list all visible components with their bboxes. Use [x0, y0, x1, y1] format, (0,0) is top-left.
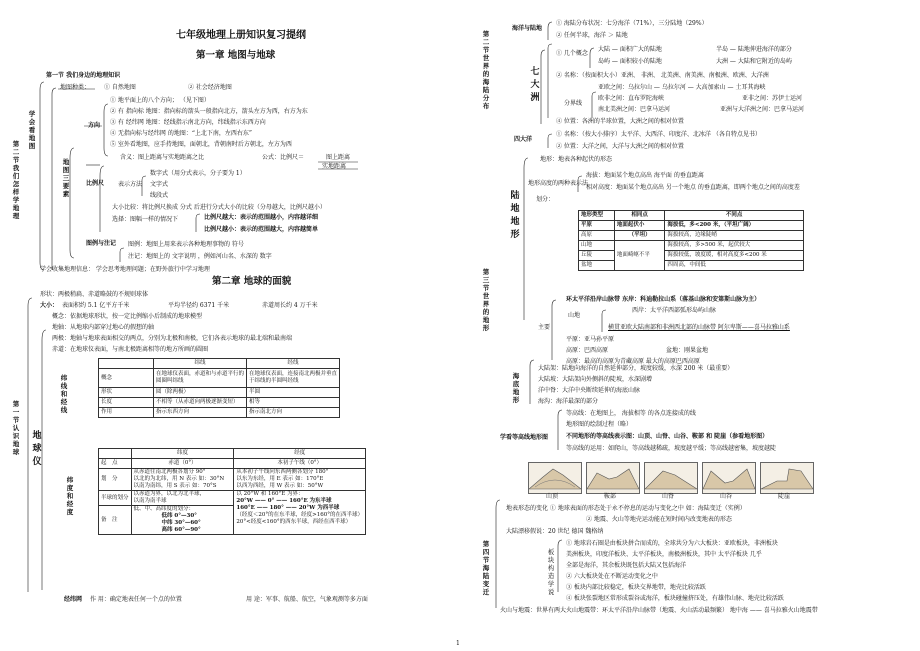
t3-cell: 高原 — [579, 231, 615, 241]
height-method: 海拔：地面某个地点高出 海平面 的垂直距离 — [586, 172, 704, 179]
earth-surface: 表面积约 5.1 亿平方千米 — [62, 302, 130, 309]
terrain-sketch-cliff — [760, 462, 814, 494]
side-label-sea-land-change: 第四节海陆变迁 — [482, 540, 490, 596]
terrain-sketch-valley — [702, 462, 756, 494]
t3-cell: 地面起伏小 — [614, 221, 664, 231]
earth-shape: 形状：两极稍扁、赤道略鼓的不规则球体 — [40, 291, 149, 298]
scale-formula-label: 公式：比例尺＝ — [262, 154, 305, 161]
poles-def: 两极：地轴与地球表面相交的两点，分别为北极和南极，它们各表示地球的最北端和最南端 — [52, 335, 293, 342]
t3-cell: 山地 — [579, 241, 615, 251]
chapter1-title: 第一章 地图与地球 — [196, 50, 276, 61]
side-label-learn-map: 学会看地图 — [28, 110, 36, 150]
volcano-belts: 火山与地震：世界有两大火山地震带：环太平洋沿岸山脉带（地震、火山活动最频繁） 地中海 —— 喜马拉雅火山地震带 — [500, 607, 818, 614]
plate-label: 板块构造学说 — [547, 548, 555, 596]
sketch-label: 鞍部 — [604, 493, 617, 500]
t2-header: 经度 — [234, 449, 366, 459]
earth-radius: 平均半径约 6371 千米 — [168, 302, 230, 309]
t1-row-label: 概念 — [99, 369, 154, 388]
t1-cell: 不相等（从赤道向两极逐渐变短） — [154, 398, 247, 408]
t3-cell: 盆地 — [579, 261, 615, 271]
side-label-sea-land: 第二节世界的海陆分布 — [482, 30, 490, 110]
concept: 岛屿 — 面积较小的陆地 — [598, 58, 662, 65]
basin: 盆地：刚果盆地 — [666, 347, 709, 354]
side-label-latlon: 纬线和经线 — [60, 374, 68, 414]
contour-item: 不同地形的等高线表示图：山顶、山脊、山谷、鞍部 和 陡崖（参看地形图） — [566, 433, 769, 440]
t1-header: 纬线 — [154, 359, 247, 369]
side-label-sec2: 第二节我们怎样学地理 — [12, 140, 20, 220]
ocean-item: ① 名称：（按大小排序）太平洋、大西洋、印度洋、北冰洋 （各自特点见书） — [556, 131, 761, 138]
direction-item: ① 地平面上的八个方向； （见下图） — [110, 97, 210, 104]
highest-land: 高原：最高的高原为青藏高原 最大的高原巴西高原 — [566, 358, 700, 365]
change-1: 地表形态的变化 ① 地球表面的形态处于永不停息的运动与变化之中 如：海陆变迁（实例） — [506, 505, 746, 512]
legend-item: 注记：地图上的 文字说明 ，例如河山名、水深的 数字 — [128, 253, 272, 260]
t2-cell: 赤道（0°） — [131, 459, 234, 469]
side-label-recognize-earth: 第一节认识地球 — [12, 400, 20, 456]
t1-cell: 圆（除两极） — [154, 388, 247, 398]
map-type-natural: ① 自然地图 — [104, 84, 136, 91]
contour-label: 学看等高线地形图 — [500, 434, 549, 441]
t2-cell: 低、中、高纬度的划分： 低纬 0°—30° 中纬 30°—60° 高纬 60°—90° — [131, 506, 234, 535]
t2-row-label: 备 注 — [99, 506, 132, 535]
contour-item: 等高线：在地图上， 海拔相等 的各点连接成的线 — [566, 410, 696, 417]
side-label-land-relief: 陆地地形 — [510, 191, 520, 240]
t3-cell: 平原 — [579, 221, 615, 231]
scale-formula-denominator: 实地距离 — [322, 163, 347, 170]
chapter2-title: 第二章 地球的面貌 — [212, 276, 292, 287]
t2-cell: 以 20°W 和 160°E 为界： 20°W —— 0° —— 160°E 为东半球 160°E —— 180° —— 20°W 为西半球 （经度＜20°的在东半球，经度>160°的在西半球） 20°<经度<160°的西东半球，西经在西半球） — [234, 491, 366, 535]
sketch-label: 山谷 — [720, 493, 733, 500]
side-label-continents: 七大洲 — [530, 67, 540, 103]
t1-row-label: 形状 — [99, 388, 154, 398]
t3-cell: 海拔低，多<200 米，（平坦广阔） — [665, 221, 804, 231]
t2-row-label: 半球的划分 — [99, 491, 132, 506]
direction-item: ② 有 指向标 地图：指向标的箭头一般指向北方，箭头左方为西，右方为东 — [110, 108, 308, 115]
scale-forms-label: 表示方法 — [118, 181, 143, 188]
t1-cell: 在地球仪表面，赤道和与赤道平行的圆圈叫纬线 — [154, 369, 247, 388]
t3-cell: （平坦） — [614, 231, 664, 241]
plate-item: 全部是海洋，其余板块既包括大陆又包括海洋 — [566, 562, 687, 569]
scale-meaning: 含义：图上距离与实地距离之比 — [120, 154, 205, 161]
sketch-label: 山脊 — [662, 493, 675, 500]
t2-row-label: 划 分 — [99, 469, 132, 491]
boundary: 亚洲与大洋洲之间：巴拿马运河 — [720, 106, 805, 113]
boundary: 亚非之间：苏伊士运河 — [742, 95, 803, 102]
concept: 大陆 — 面积广大的陆地 — [598, 46, 662, 53]
relief-head: 地形：地表各种起伏的形态 — [540, 156, 613, 163]
division-label: 划分： — [536, 196, 555, 203]
terrain-sketch-saddle — [586, 462, 640, 494]
grid-use: 作 用：确定地表任何一个点的位置 — [90, 596, 182, 603]
axis-def: 地轴：从地球内部穿过地心的假想的轴 — [52, 324, 155, 331]
sea-land-item: ② 任何半球，海洋 ＞ 陆地 — [556, 32, 628, 39]
contour-item: 等高线的运用：如爬山，等高线越稀疏，坡度越平缓；等高线越密集，坡度越陡 — [566, 445, 777, 452]
legend-label: 图例与注记 — [86, 240, 117, 247]
boundary: 南北美洲之间：巴拿马运河 — [598, 106, 671, 113]
t2-cell: 以赤道为界，以北为北半球， 以南为南半球 — [131, 491, 234, 506]
t3-header: 地形类型 — [579, 211, 615, 221]
direction-item: ⑤ 室外看地图，应手持地图，面朝北，背朝南时后方朝北，左方为西 — [110, 141, 292, 148]
sketch-label: 陡崖 — [778, 493, 791, 500]
plate-item: ② 六大板块处在不断运动变化之中 — [566, 573, 658, 580]
t1-cell: 相等 — [247, 398, 340, 408]
t3-cell: 四周高，中间低 — [665, 261, 804, 271]
document-title: 七年级地理上册知识复习提纲 — [176, 30, 306, 41]
t3-header: 不同点 — [665, 211, 804, 221]
side-label-globe: 地球仪 — [32, 431, 42, 467]
alps-himalaya: 横贯亚欧大陆南部和非洲西北部的山脉带 阿尔卑斯——喜马拉雅山系 — [608, 324, 790, 331]
ring-pacific: 环太平洋沿岸山脉带 东岸：科迪勒拉山系（落基山脉和安第斯山脉为主） — [566, 296, 761, 303]
t1-row-label: 作用 — [99, 408, 154, 418]
boundary: 欧非之间：直布罗陀海峡 — [598, 95, 665, 102]
scale-label: 比例尺 — [86, 180, 105, 187]
t2-cell: 从赤道往南北两极各划分 90° 以北的为北纬，用 N 表示 如：30°N 以南为南纬，用 S 表示 如：70°S — [131, 469, 234, 491]
grid-use-2: 用 途：军事、航船、航空，气象观测等多方面 — [246, 596, 368, 603]
plate-item: ③ 板块内部比较稳定，板块交界地带，地壳比较活跃 — [566, 584, 706, 591]
boundary: 亚欧之间：乌拉尔山 — 乌拉尔河 — 大高加索山 — 土耳其海峡 — [598, 84, 766, 91]
landform-table — [578, 210, 804, 271]
scale-form: 数字式（用分式表示，分子要为 1） — [150, 170, 246, 177]
t1-cell: 半圆 — [247, 388, 340, 398]
sea-land-item: ① 海陆分布状况：七分海洋（71%），三分陆地（29%） — [556, 20, 708, 27]
continental-drift: 大陆漂移假说：20 世纪 德国 魏格纳 — [506, 528, 604, 535]
t1-cell: 指示东西方向 — [154, 408, 247, 418]
boundary-label: 分界线 — [564, 100, 583, 107]
concept: 大洲 — 大陆和它附近的岛屿 — [716, 58, 792, 65]
section-heading: 第一节 我们身边的地理知识 — [46, 72, 121, 79]
grid-use-label: 经纬网 — [64, 596, 83, 603]
direction-item: ④ 无指向标与经纬网 的地图：“上北下南，左西右东” — [110, 130, 252, 137]
ocean-item: ② 位置：大洋之间，大洋与大洲之间的相对位置 — [556, 143, 684, 150]
sketch-label: 山顶 — [546, 493, 559, 500]
page-number: 1 — [456, 640, 460, 647]
earth-size-label: 大小： — [40, 302, 59, 309]
scale-form: 文字式 — [150, 181, 169, 188]
t1-cell: 在地球仪表面，连接南北两极并垂直于纬线的半圆叫经线 — [247, 369, 340, 388]
scale-small: 比例尺越小：表示的范围越大，内容越简单 — [204, 226, 319, 233]
boundary-note: ④ 位置：各洲的半球位置，大洲之间的相对位置 — [556, 118, 684, 125]
side-label-landform: 第三节世界的地形 — [482, 268, 490, 332]
side-label-degree: 纬度和经度 — [66, 476, 74, 516]
terrain-sketch-summit — [528, 462, 582, 494]
plateau: 高原：巴西高原 — [566, 347, 609, 354]
t3-cell: 海拔较高，多>500 米，起伏较大 — [665, 241, 804, 251]
plate-item: ④ 板块张裂地区常形成裂谷或海洋，板块碰撞挤压处，有雄伟山脉、地壳比较活跃 — [566, 595, 784, 602]
earth-equator: 赤道周长约 4 万千米 — [262, 302, 318, 309]
t3-cell: 海拔较高，边缘陡峭 — [665, 231, 804, 241]
scale-form: 线段式 — [150, 192, 169, 199]
seabed-item: 大陆坡：大陆架向外侧斜的陡坡，水深剧增 — [538, 376, 653, 383]
collect-info: 学会收集地理信息： 学会思考地理问题；在野外旅行中学习地理 — [40, 266, 210, 273]
seabed-item: 洋中脊：大洋中央断续延伸的海底山脉 — [538, 387, 641, 394]
scale-big: 比例尺越大：表示的范围越小，内容越详细 — [204, 214, 319, 221]
height-method: 相对高度：地面某个地点高出 另一个地点 的垂直距离，即两个地点之间的高度差 — [586, 184, 800, 191]
t1-cell: 指示南北方向 — [247, 408, 340, 418]
change-2: ② 地震、火山等地壳运动能在短时间内改变地表的形态 — [586, 516, 732, 523]
plate-item: ① 地球岩石圈是由板块拼合而成的，全球共分为六大板块：亚欧板块，非洲板块 — [566, 540, 778, 547]
seabed-item: 大陆架：陆地向海洋的自然延伸部分，坡度较缓，水深 200 米（最重要） — [538, 365, 734, 372]
direction-label: 方向 — [88, 122, 101, 129]
latlon-table — [98, 358, 340, 418]
t1-row-label: 长度 — [99, 398, 154, 408]
side-label-seabed: 海底地形 — [512, 372, 520, 404]
height-methods-label: 地形高度的两种表示法 — [528, 180, 589, 187]
side-label-map-elements: 地图三要素 — [62, 158, 70, 198]
t2-cell: 从本初子午线向东西两侧各划分 180° 以东为东经，用 E 表示 如：170°E 以西为西经，用 W 表示 如：50°W — [234, 469, 366, 491]
map-types-label: 地图种类： — [60, 84, 91, 91]
t3-cell: 丘陵 — [579, 251, 615, 261]
mountains-label: 山地 — [568, 312, 581, 319]
plate-item: 美洲板块，印度洋板块、太平洋板块，南极洲板块，其中 太平洋板块 几乎 — [566, 551, 762, 558]
globe-def: 概念：依据地球形状，按一定比例缩小后制成的地球模型 — [52, 313, 203, 320]
direction-item: ③ 有 经纬网 地图：经线指示南北方向，纬线指示东西方向 — [110, 119, 266, 126]
t3-cell: 地面崎岖不平 — [614, 241, 664, 271]
t3-header: 相同点 — [614, 211, 664, 221]
scale-compare: 大小比较：将比例尺换成 分式 后进行分式大小的比较（分母越大，比例尺越小） — [112, 204, 326, 211]
sea-land-label: 海洋与陆地 — [512, 25, 543, 32]
contour-item: 地形图的绘制过程（略） — [566, 421, 633, 428]
oceans-label: 四大洋 — [514, 136, 533, 143]
equator-def: 赤道：在地球仪表面，与南北极距离相等的地方所画的圆圈 — [52, 346, 209, 353]
seabed-item: 海沟：海洋最深的部分 — [538, 398, 599, 405]
scale-formula-numerator: 图上距离 — [326, 154, 351, 161]
legend-item: 图例：地图上用来表示各种地理事物的 符号 — [128, 241, 244, 248]
map-type-social: ② 社会经济地图 — [188, 84, 232, 91]
t2-header: 纬度 — [131, 449, 234, 459]
main-label: 主要 — [538, 324, 551, 331]
concepts-label: ① 几个概念 — [556, 50, 588, 57]
t1-header: 经线 — [247, 359, 340, 369]
continent-names: ② 名称：（按面积大小）亚洲、 非洲、 北美洲、南美洲、南极洲、欧洲、大洋洲 — [556, 72, 769, 79]
t3-cell: 海拔较低，坡度缓，相对高度多<200 米 — [665, 251, 804, 261]
ring-pacific-west: 西岸：太平洋西部弧形岛屿山脉 — [632, 307, 717, 314]
scale-choose: 选择：图幅一样的情况下 — [112, 216, 179, 223]
t2-cell: 本初子午线（0°） — [234, 459, 366, 469]
plain: 平原：亚马孙平原 — [566, 336, 615, 343]
terrain-sketch-ridge — [644, 462, 698, 494]
concept: 半岛 — 陆地伸进海洋的部分 — [716, 46, 792, 53]
t2-row-label: 起 点 — [99, 459, 132, 469]
degree-table — [98, 448, 366, 535]
